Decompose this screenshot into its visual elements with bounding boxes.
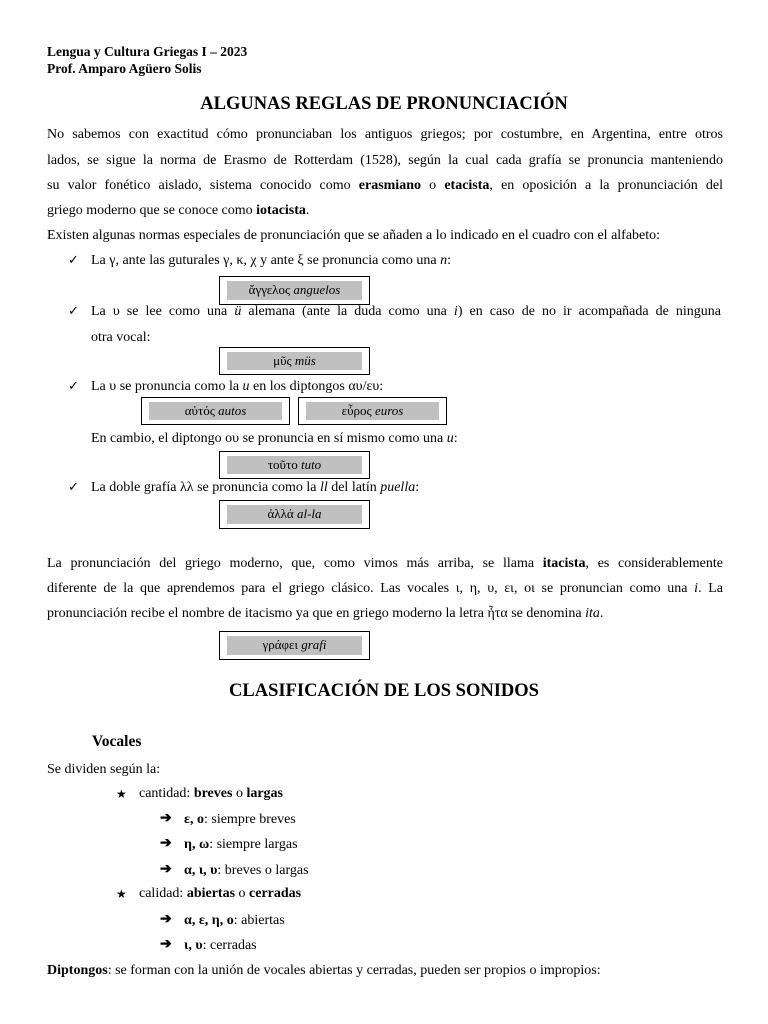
modern-line-3: pronunciación recibe el nombre de itacismo ya que en griego moderno la letra ἦτα se denomina ita. [47,606,604,621]
arrow-icon: ➔ [160,862,172,877]
star-icon: ★ [116,787,127,801]
example-box-euros: εὖρος euros [298,397,447,425]
intro-line-3: su valor fonético aislado, sistema conocido como erasmiano o etacista, en oposición a la pronunciación del [47,178,724,193]
example-box-anguelos: ἄγγελος anguelos [219,276,370,305]
cantidad-breves: ε, ο: siempre breves [184,812,296,827]
rule-3: La υ se pronuncia como la u en los diptongos αυ/ευ: [91,379,384,394]
example-box-mus: μῦς müs [219,347,370,375]
rule-2-cont: otra vocal: [91,330,151,345]
rule-2: La υ se lee como una ü alemana (ante la duda como una i) en caso de no ir acompañada de ninguna [91,304,722,319]
intro-line-4: griego moderno que se conoce como iotacista. [47,203,310,218]
check-icon: ✓ [68,303,79,318]
intro-line-2: lados, se sigue la norma de Erasmo de Rotterdam (1528), según la cual cada grafía se pronuncia manteniendo [47,153,723,168]
professor-name: Prof. Amparo Agüero Solis [47,61,202,76]
modern-line-2: diferente de la que aprendemos para el griego clásico. Las vocales ι, η, υ, ει, οι se pronuncian como una i. La [47,581,723,596]
arrow-icon: ➔ [160,912,172,927]
calidad-item: calidad: abiertas o cerradas [139,886,302,901]
example-box-autos: αὐτός autos [141,397,290,425]
rule-5: La doble grafía λλ se pronuncia como la ll del latín puella: [91,480,420,495]
arrow-icon: ➔ [160,811,172,826]
diptongos-line: Diptongos: se forman con la unión de vocales abiertas y cerradas, pueden ser propios o impropios: [47,963,601,978]
course-title: Lengua y Cultura Griegas I – 2023 [47,44,248,59]
rule-1: La γ, ante las guturales γ, κ, χ y ante ξ se pronuncia como una n: [91,253,452,268]
intro-line-5: Existen algunas normas especiales de pronunciación que se añaden a lo indicado en el cuadro con el alfabeto: [47,228,661,243]
cantidad-ambas: α, ι, υ: breves o largas [184,863,309,878]
calidad-cerradas: ι, υ: cerradas [184,938,257,953]
intro-line-1: No sabemos con exactitud cómo pronunciaban los antiguos griegos; por costumbre, en Argentina, entre otros [47,127,723,142]
example-box-grafi: γράφει grafi [219,631,370,660]
modern-line-1: La pronunciación del griego moderno, que, como vimos más arriba, se llama itacista, es considerablemente [47,556,723,571]
vocales-heading: Vocales [92,733,142,750]
section-title: CLASIFICACIÓN DE LOS SONIDOS [229,681,539,701]
cantidad-item: cantidad: breves o largas [139,786,283,801]
arrow-icon: ➔ [160,836,172,851]
check-icon: ✓ [68,252,79,267]
cantidad-largas: η, ω: siempre largas [184,837,298,852]
rule-4: En cambio, el diptongo ου se pronuncia en sí mismo como una u: [91,431,458,446]
star-icon: ★ [116,887,127,901]
vocales-intro: Se dividen según la: [47,762,161,777]
arrow-icon: ➔ [160,937,172,952]
example-box-tuto: τοῦτο tuto [219,451,370,479]
calidad-abiertas: α, ε, η, ο: abiertas [184,913,285,928]
page-title: ALGUNAS REGLAS DE PRONUNCIACIÓN [200,94,568,114]
check-icon: ✓ [68,479,79,494]
check-icon: ✓ [68,378,79,393]
example-box-alla: ἀλλά al-la [219,500,370,529]
